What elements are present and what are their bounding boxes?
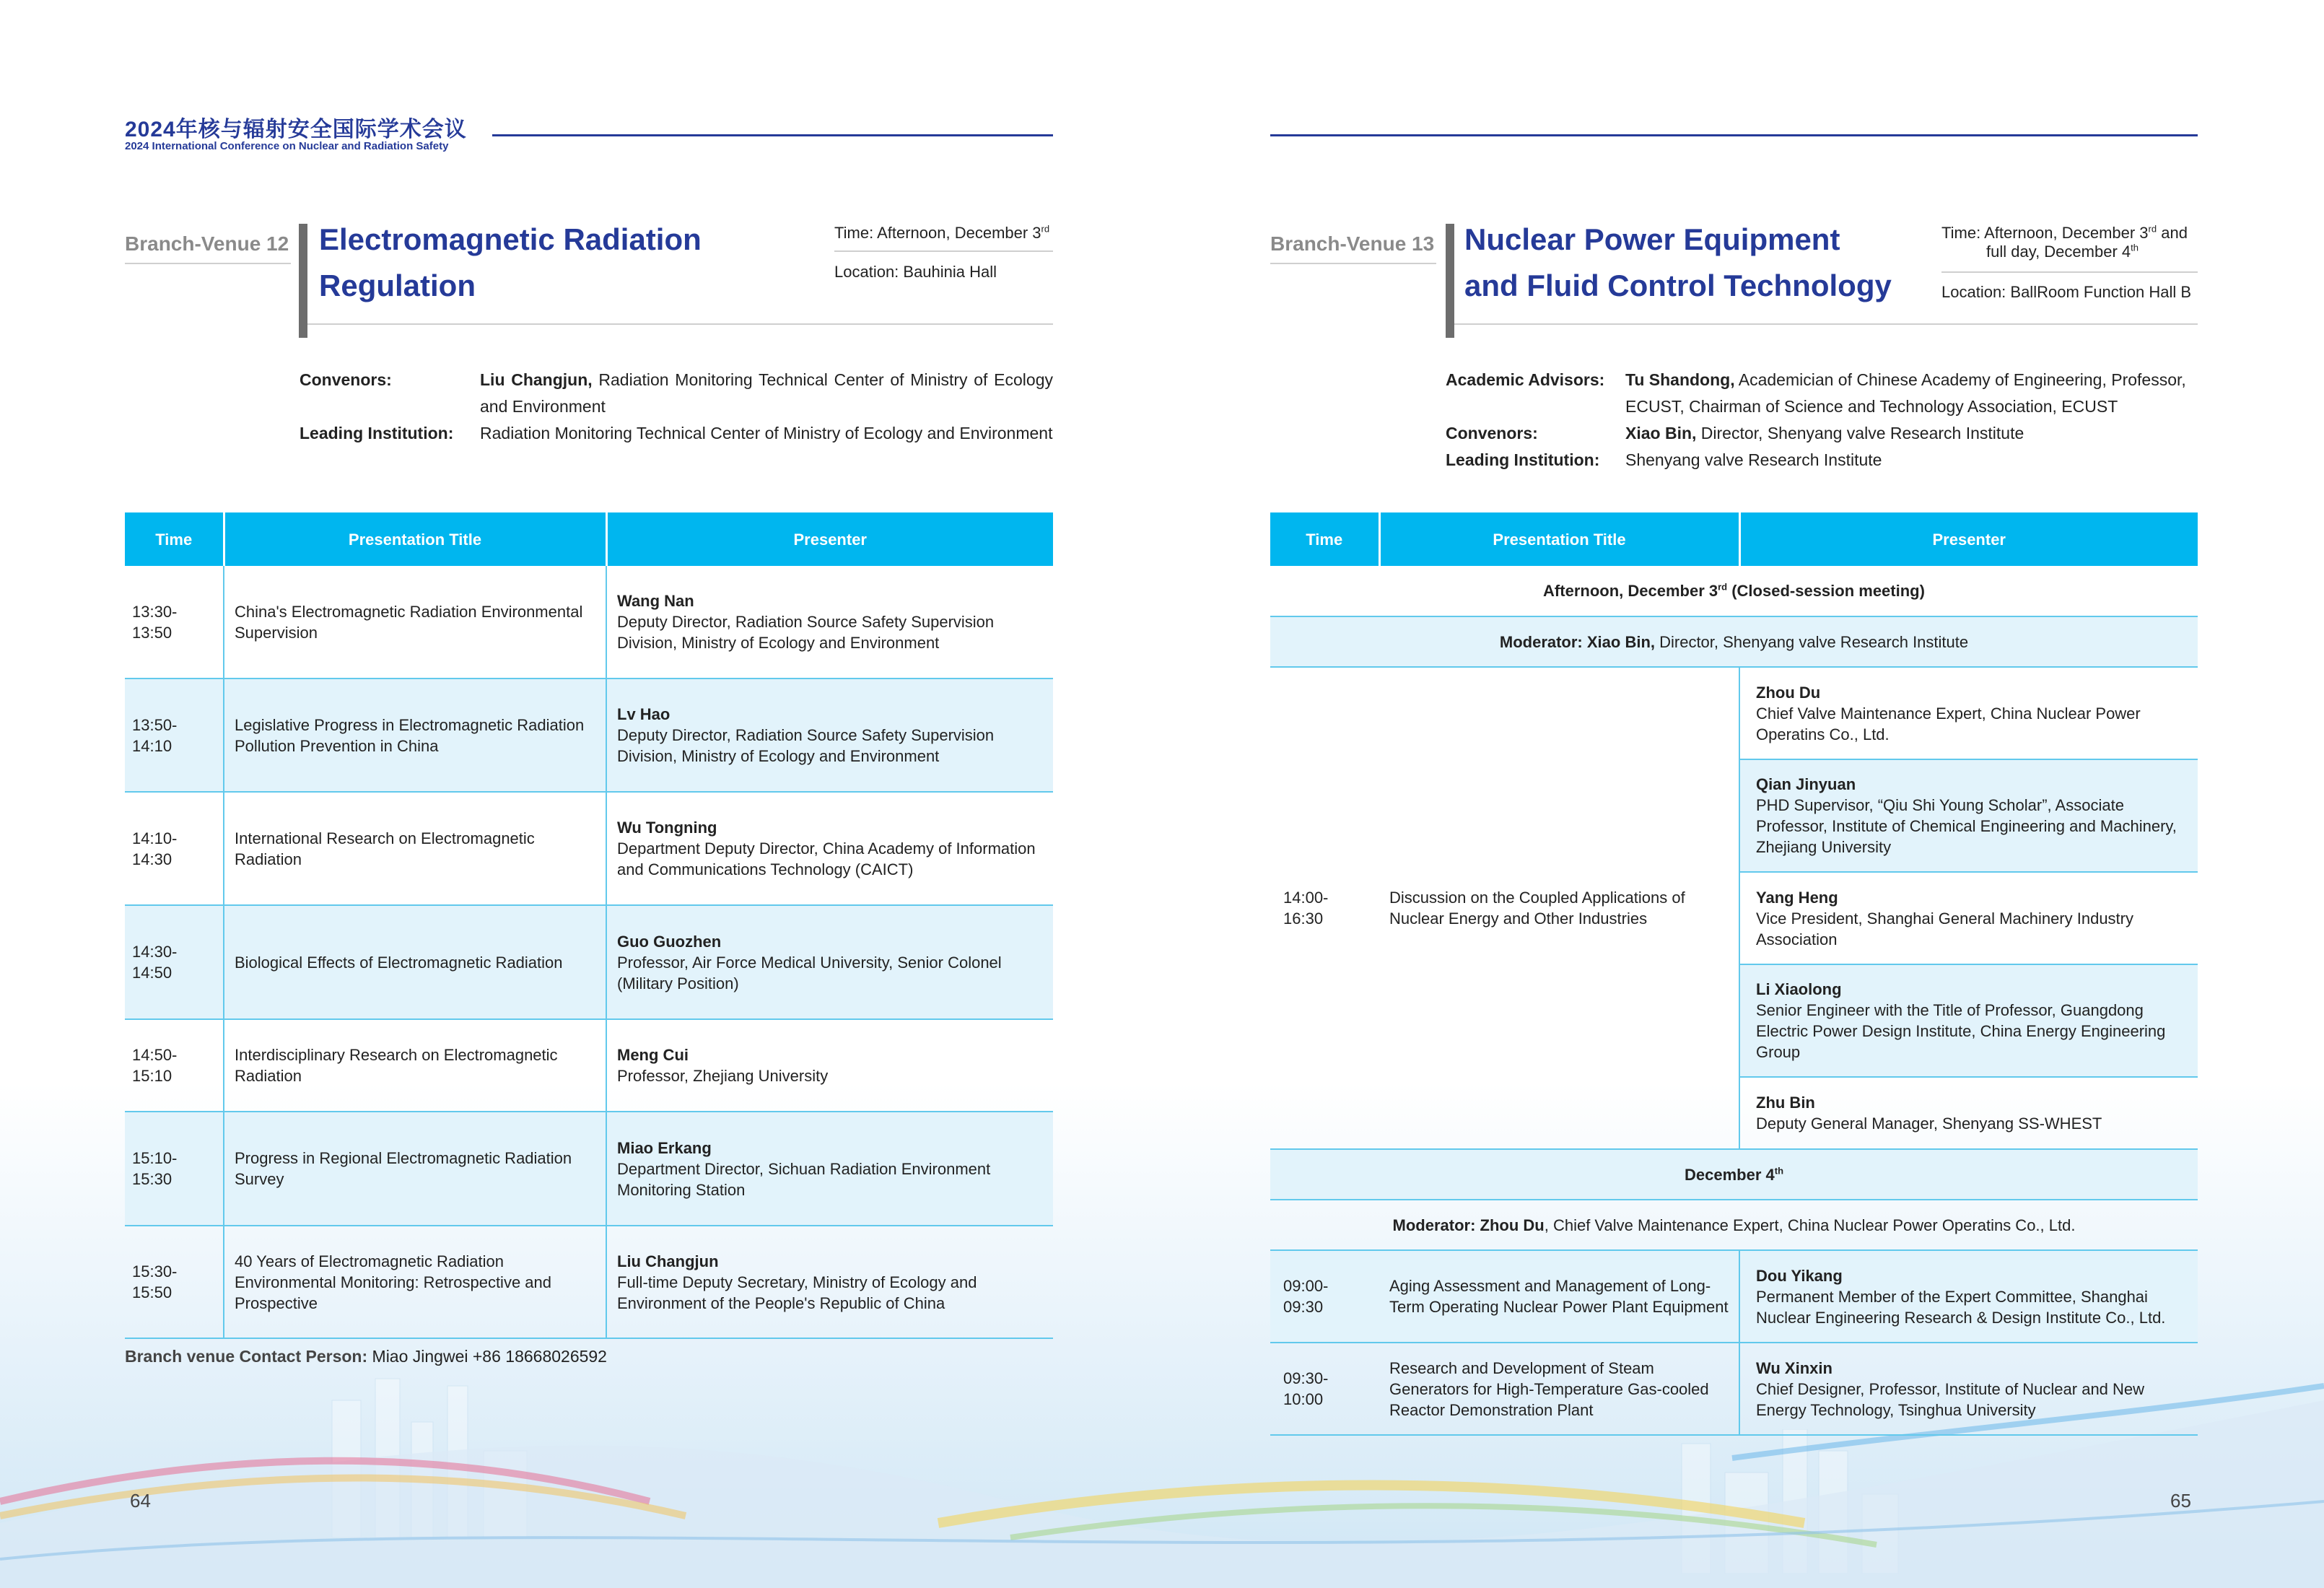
moderator-desc: Director, Shenyang valve Research Institute [1655,632,1969,651]
venue-title-line2: and Fluid Control Technology [1464,269,1892,302]
convenors-label: Convenors: [1446,424,1538,442]
row-time: 14:00-16:30 [1270,667,1379,1149]
presenter-role: Chief Valve Maintenance Expert, China Nuclear Power Operatins Co., Ltd. [1756,704,2141,743]
contact-label: Branch venue Contact Person: [125,1347,368,1366]
institution-row [300,420,1053,447]
institution-value: Radiation Monitoring Technical Center of Ministry of Ecology and Environment [480,424,1053,442]
row-presenter [606,566,1053,679]
row-presenter [606,1112,1053,1226]
right-page [1162,0,2324,1588]
row-presenter [1739,759,2198,872]
header-presenter: Presenter [1739,512,2198,566]
advisors-row [1446,367,2198,420]
advisors-label: Academic Advisors: [1446,370,1605,389]
advisors-value [1625,367,2198,420]
row-time: 09:30-10:00 [1270,1343,1379,1435]
institution-value: Shenyang valve Research Institute [1625,450,1882,469]
presenter-role: Professor, Zhejiang University [617,1067,829,1085]
session-location: Location: Bauhinia Hall [834,263,997,281]
row-title: Research and Development of Steam Generators for High-Temperature Gas-cooled Reactor Demonstration Plant [1379,1343,1739,1435]
presenter-name: Wu Tongning [617,819,717,837]
presenter-name: Lv Hao [617,705,670,723]
venue-accent-bar [1446,224,1454,338]
contact-value: Miao Jingwei +86 18668026592 [367,1347,607,1366]
convenors-value [480,367,1053,420]
row-time: 13:30-13:50 [125,566,224,679]
moderator-row [1270,616,2198,667]
session-time-sup: rd [1041,223,1050,235]
convenors-name: Xiao Bin, [1625,424,1697,442]
table-header-row [1270,512,2198,566]
header-title: Presentation Title [1379,512,1739,566]
row-time: 15:10-15:30 [125,1112,224,1226]
conference-title-en: 2024 International Conference on Nuclear and Radiation Safety [125,140,449,152]
convenors-row [300,367,1053,420]
table-row [1270,1250,2198,1343]
row-presenter [1739,1077,2198,1149]
row-presenter [606,905,1053,1019]
session-location: Location: BallRoom Function Hall B [1941,283,2192,301]
session-heading-sup: rd [1718,581,1728,593]
table-row [125,679,1053,792]
row-title: Discussion on the Coupled Applications of Nuclear Energy and Other Industries [1379,667,1739,1149]
row-title: Biological Effects of Electromagnetic Radiation [224,905,606,1019]
header-presenter: Presenter [606,512,1053,566]
convenors-desc: Radiation Monitoring Technical Center of Ministry of Ecology and Environment [480,370,1053,416]
table-row [125,905,1053,1019]
row-title: China's Electromagnetic Radiation Environmental Supervision [224,566,606,679]
presenter-name: Guo Guozhen [617,932,722,951]
schedule-table [1270,512,2198,1436]
session-heading-text: December 4 [1684,1165,1775,1184]
convenors-name: Liu Changjun, [480,370,593,389]
venue-title [1464,217,1970,309]
conference-title-cn: 2024年核与辐射安全国际学术会议 [125,118,467,141]
presenter-role: Deputy Director, Radiation Source Safety Supervision Division, Ministry of Ecology and Environment [617,726,995,765]
presenter-name: Qian Jinyuan [1756,775,1856,793]
session-heading-sup: th [1774,1165,1784,1177]
presenter-name: Zhou Du [1756,683,1821,702]
row-title: Aging Assessment and Management of Long-Term Operating Nuclear Power Plant Equipment [1379,1250,1739,1343]
institution-label: Leading Institution: [300,424,454,442]
row-presenter [606,1226,1053,1338]
session-time-line2-sup: th [2131,242,2139,253]
header-time: Time [1270,512,1379,566]
row-time: 15:30-15:50 [125,1226,224,1338]
institution-row [1446,447,2198,474]
organizers-block [1446,367,2198,474]
row-time: 09:00-09:30 [1270,1250,1379,1343]
table-row [125,566,1053,679]
table-row [125,1226,1053,1338]
row-presenter [606,792,1053,905]
session-heading [1270,1149,2198,1200]
venue-title [319,217,824,309]
row-presenter [1739,872,2198,964]
convenors-desc: Director, Shenyang valve Research Institute [1696,424,2024,442]
presenter-role: Permanent Member of the Expert Committee, Shanghai Nuclear Engineering Research & Design Institute Co., Ltd. [1756,1287,2166,1327]
venue-title-line1: Electromagnetic Radiation [319,222,702,256]
table-row [1270,1343,2198,1435]
header-rule [492,134,1053,136]
row-presenter [1739,1250,2198,1343]
presenter-role: Department Director, Sichuan Radiation Environment Monitoring Station [617,1159,991,1199]
header-title: Presentation Title [224,512,606,566]
session-time-text: Time: Afternoon, December 3 [1941,224,2149,242]
row-title: Interdisciplinary Research on Electromagnetic Radiation [224,1019,606,1112]
presenter-name: Wang Nan [617,592,694,610]
session-heading-row [1270,1149,2198,1200]
table-row [1270,667,2198,759]
presenter-role: Deputy General Manager, Shenyang SS-WHEST [1756,1114,2102,1133]
session-time-line2-text: full day, December 4 [1986,243,2131,261]
row-time: 13:50-14:10 [125,679,224,792]
presenter-name: Wu Xinxin [1756,1358,1832,1377]
page-number: 64 [130,1490,151,1511]
venue-underline [307,323,1053,325]
advisors-desc: Academician of Chinese Academy of Engineering, Professor, ECUST, Chairman of Science and Technology Association, ECUST [1625,370,2186,416]
presenter-name: Meng Cui [617,1046,689,1064]
presenter-role: Professor, Air Force Medical University, Senior Colonel (Military Position) [617,953,1002,992]
row-title: Progress in Regional Electromagnetic Radiation Survey [224,1112,606,1226]
venue-accent-bar [299,224,307,338]
session-time-text: Time: Afternoon, December 3 [834,224,1041,242]
meta-divider [1941,271,2198,273]
row-presenter [606,679,1053,792]
presenter-name: Yang Heng [1756,888,1838,907]
contact-person [125,1347,607,1366]
row-title: 40 Years of Electromagnetic Radiation Environmental Monitoring: Retrospective and Prospective [224,1226,606,1338]
session-time [1941,224,2198,261]
presenter-role: Deputy Director, Radiation Source Safety Supervision Division, Ministry of Ecology and Environment [617,613,995,652]
session-heading-suffix: (Closed-session meeting) [1727,582,1925,600]
moderator-desc: , Chief Valve Maintenance Expert, China Nuclear Power Operatins Co., Ltd. [1544,1216,2076,1234]
header-time: Time [125,512,224,566]
session-time [834,224,1049,243]
moderator [1270,1200,2198,1250]
session-time-line2 [1941,243,2198,261]
presenter-role: Full-time Deputy Secretary, Ministry of Ecology and Environment of the People's Republic of China [617,1273,977,1312]
row-title: Legislative Progress in Electromagnetic Radiation Pollution Prevention in China [224,679,606,792]
presenter-name: Zhu Bin [1756,1094,1815,1112]
table-row [125,1019,1053,1112]
moderator [1270,616,2198,667]
session-heading [1270,566,2198,616]
convenors-row [1446,420,2198,447]
row-time: 14:50-15:10 [125,1019,224,1112]
table-row [125,1112,1053,1226]
meta-divider [834,250,1053,252]
row-presenter [1739,667,2198,759]
presenter-name: Li Xiaolong [1756,980,1842,998]
row-presenter [1739,1343,2198,1435]
venue-label: Branch-Venue 13 [1270,232,1436,264]
presenter-role: PHD Supervisor, “Qiu Shi Young Scholar”, Associate Professor, Institute of Chemical Engineering and Machinery, Zhejiang University [1756,796,2177,856]
session-heading-row [1270,566,2198,616]
venue-title-line1: Nuclear Power Equipment [1464,222,1840,256]
session-heading-text: Afternoon, December 3 [1543,582,1718,600]
table-row [125,792,1053,905]
presenter-name: Miao Erkang [617,1138,712,1157]
presenter-name: Dou Yikang [1756,1266,1843,1285]
session-time-sup: rd [2148,223,2157,235]
schedule-table [125,512,1053,1339]
organizers-block [300,367,1053,447]
venue-title-line2: Regulation [319,269,476,302]
table-header-row [125,512,1053,566]
row-time: 14:30-14:50 [125,905,224,1019]
presenter-role: Senior Engineer with the Title of Professor, Guangdong Electric Power Design Institute, China Energy Engineering Group [1756,1001,2166,1061]
row-presenter [606,1019,1053,1112]
page-number: 65 [2170,1490,2191,1511]
row-presenter [1739,964,2198,1077]
row-title: International Research on Electromagnetic Radiation [224,792,606,905]
venue-label: Branch-Venue 12 [125,232,291,264]
advisors-name: Tu Shandong, [1625,370,1735,389]
presenter-role: Chief Designer, Professor, Institute of Nuclear and New Energy Technology, Tsinghua University [1756,1379,2145,1419]
session-time-line1 [1941,224,2198,243]
row-time: 14:10-14:30 [125,792,224,905]
moderator-label: Moderator: Zhou Du [1392,1216,1545,1234]
institution-label: Leading Institution: [1446,450,1600,469]
header-rule [1270,134,2198,136]
venue-underline [1454,323,2198,325]
moderator-label: Moderator: Xiao Bin, [1499,632,1655,651]
presenter-name: Liu Changjun [617,1252,719,1270]
session-time-suffix: and [2157,224,2188,242]
presenter-role: Department Deputy Director, China Academy of Information and Communications Technology (CAICT) [617,839,1036,878]
presenter-role: Vice President, Shanghai General Machinery Industry Association [1756,909,2133,948]
convenors-label: Convenors: [300,370,392,389]
convenors-value [1625,420,2198,447]
moderator-row [1270,1200,2198,1250]
